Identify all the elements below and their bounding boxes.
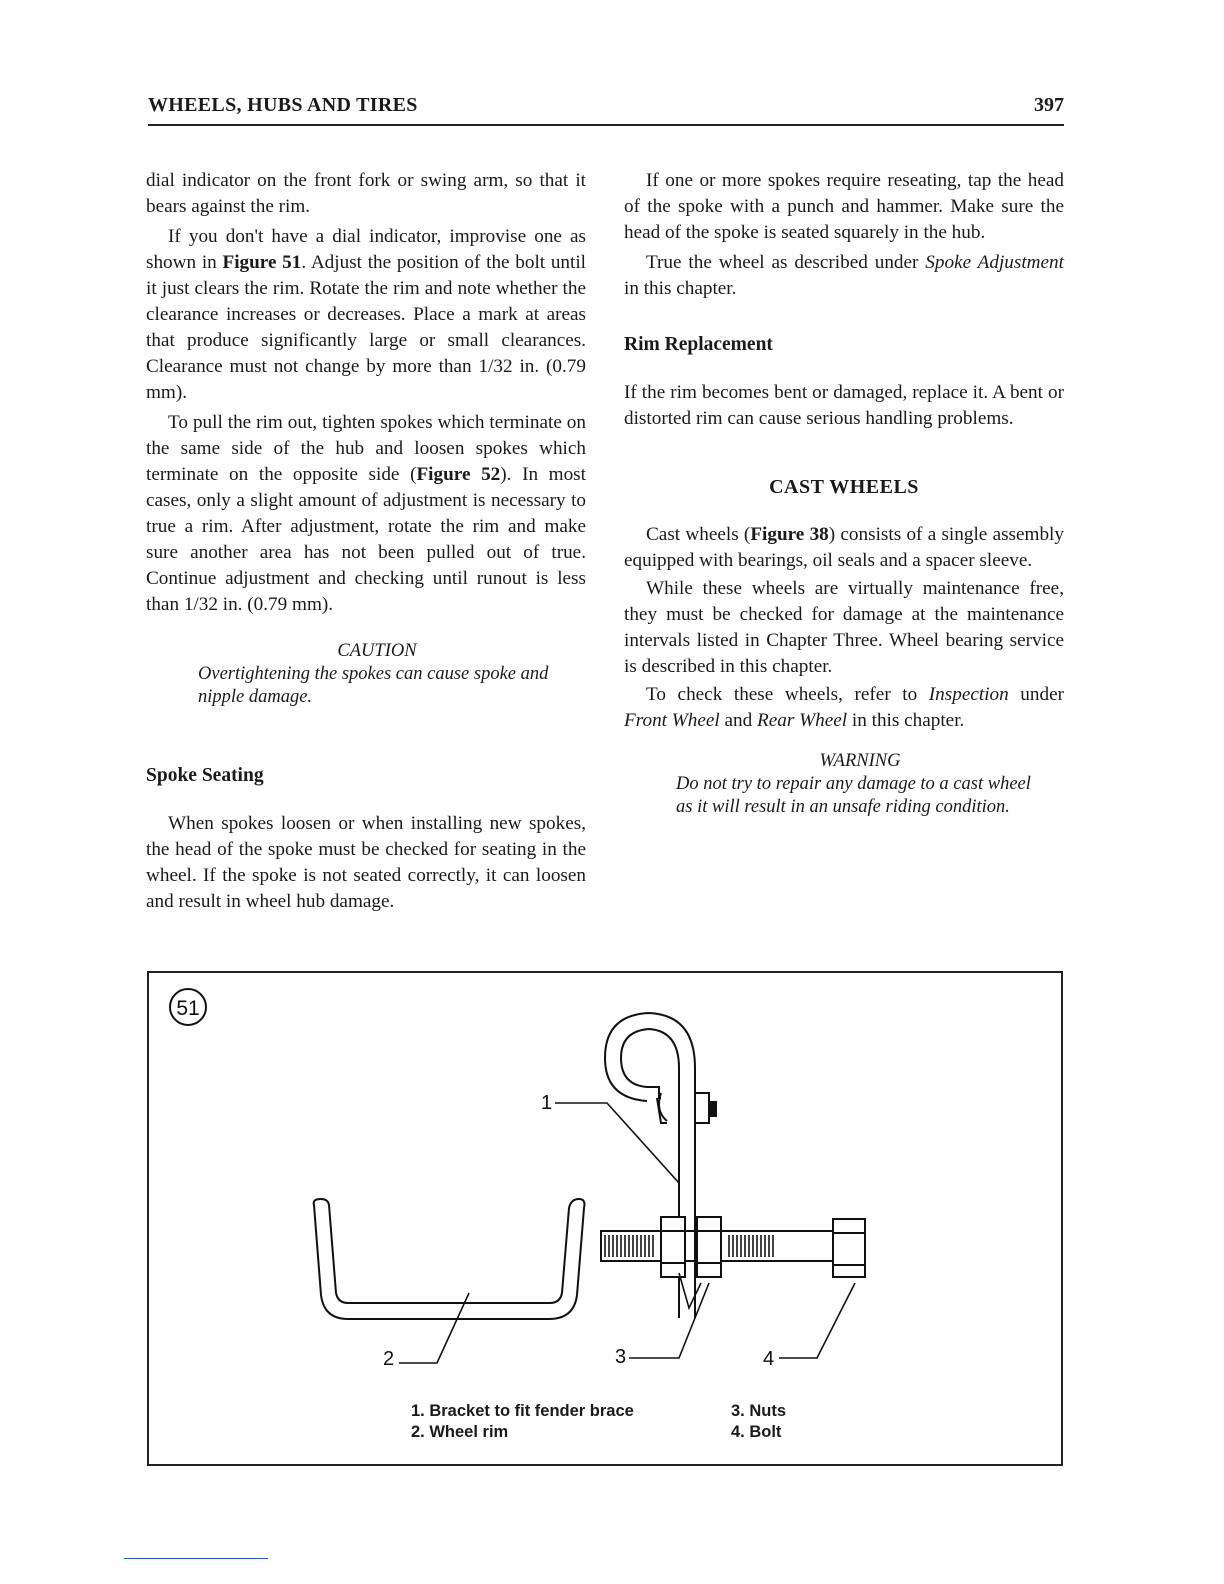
section-heading: Rim Replacement	[624, 334, 773, 355]
legend-item: 4. Bolt	[731, 1423, 782, 1441]
callout-leaders	[399, 1103, 855, 1363]
page-number: 397	[1034, 94, 1064, 116]
warning-label: WARNING	[819, 751, 901, 771]
legend-item: 3. Nuts	[731, 1402, 787, 1420]
bolt-head	[833, 1219, 865, 1277]
legend-right	[731, 1401, 786, 1443]
nuts	[661, 1217, 721, 1277]
figure-51	[147, 971, 1063, 1466]
paragraph: Cast wheels (Figure 38) consists of a single assembly equipped with bearings, oil seals and a spacer sleeve.	[624, 524, 1064, 571]
figure-reference: Figure 52	[416, 464, 501, 485]
figure-reference: Figure 38	[750, 524, 829, 545]
callout-3: 3	[615, 1346, 627, 1368]
figure-illustration	[149, 973, 1065, 1468]
section-reference: Spoke Adjustment	[925, 252, 1064, 273]
callout-4: 4	[763, 1348, 775, 1370]
paragraph: While these wheels are virtually maintenance free, they must be checked for damage at the maintenance intervals listed in Chapter Three. Wheel bearing service is described in this chapter.	[624, 578, 1064, 677]
wheel-rim	[314, 1199, 585, 1319]
caution-label: CAUTION	[337, 641, 417, 661]
figure-number: 51	[176, 997, 200, 1020]
section-heading: Spoke Seating	[146, 765, 264, 786]
paragraph: True the wheel as described under Spoke Adjustment in this chapter.	[624, 252, 1064, 299]
paragraph: dial indicator on the front fork or swing arm, so that it bears against the rim.	[146, 170, 586, 217]
callout-1: 1	[541, 1092, 553, 1114]
paragraph: To pull the rim out, tighten spokes which terminate on the same side of the hub and loosen spokes which terminate on the opposite side (Figure 52). In most cases, only a slight amount of adjustment is necessary to true a rim. After adjustment, rotate the rim and make sure another area has not been pulled out of true. Continue adjustment and checking until runout is less than 1/32 in. (0.79 mm).	[146, 412, 586, 615]
paragraph: When spokes loosen or when installing new spokes, the head of the spoke must be checked for seating in the wheel. If the spoke is not seated correctly, it can loosen and result in wheel hub damage.	[146, 813, 586, 912]
callout-2: 2	[383, 1348, 395, 1370]
paragraph: If you don't have a dial indicator, improvise one as shown in Figure 51. Adjust the position of the bolt until it just clears the rim. Rotate the rim and note whether the clearance increases or decreases. Place a mark at areas that produce significantly large or small clearances. Clearance must not change by more than 1/32 in. (0.79 mm).	[146, 226, 587, 403]
caution-text: Overtightening the spokes can cause spoke and nipple damage.	[198, 664, 549, 707]
section-heading: CAST WHEELS	[769, 476, 919, 498]
paragraph: To check these wheels, refer to Inspection under Front Wheel and Rear Wheel in this chapter.	[624, 684, 1064, 731]
chapter-title: WHEELS, HUBS AND TIRES	[148, 94, 418, 116]
figure-reference: Figure 51	[222, 252, 302, 273]
page-header	[148, 94, 1064, 126]
legend-item: 2. Wheel rim	[411, 1423, 509, 1441]
legend-left	[411, 1401, 634, 1443]
bracket-nut	[695, 1093, 717, 1123]
warning-text: Do not try to repair any damage to a cast wheel as it will result in an unsafe riding condition.	[676, 774, 1031, 817]
paragraph: If one or more spokes require reseating, tap the head of the spoke with a punch and hammer. Make sure the head of the spoke is seated squarely in the hub.	[624, 170, 1064, 243]
caution-callout	[198, 640, 556, 709]
right-column	[624, 168, 1064, 819]
warning-callout	[676, 750, 1044, 819]
footer-rule	[124, 1558, 268, 1559]
legend-item: 1. Bracket to fit fender brace	[411, 1402, 634, 1420]
paragraph: If the rim becomes bent or damaged, replace it. A bent or distorted rim can cause serious handling problems.	[624, 382, 1064, 429]
left-column	[146, 168, 586, 915]
